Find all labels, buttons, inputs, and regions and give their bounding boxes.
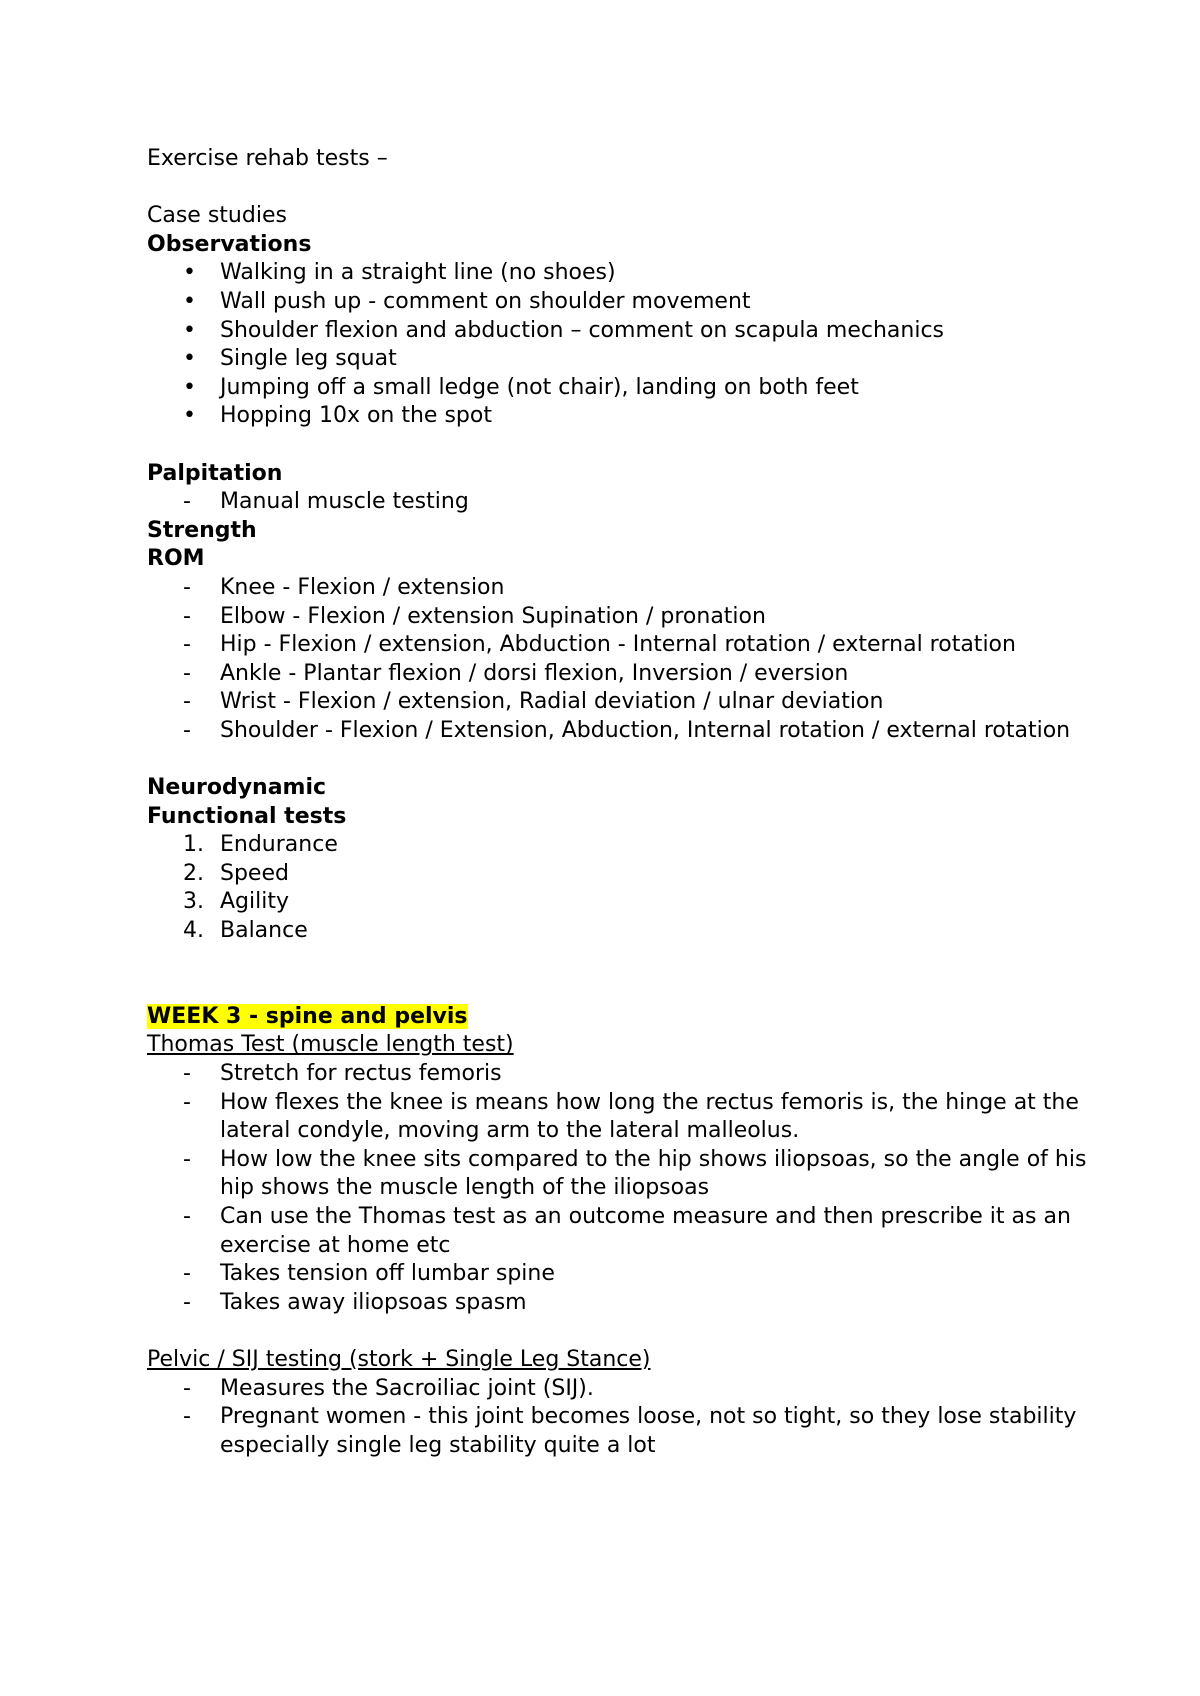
observations-heading: Observations bbox=[147, 231, 312, 257]
neurodynamic-heading: Neurodynamic bbox=[147, 775, 327, 801]
dash-marker: - bbox=[183, 689, 191, 715]
case-studies-label: Case studies bbox=[147, 203, 287, 229]
list-item-text: How low the knee sits compared to the hip shows iliopsoas, so the angle of his hip shows the muscle length of the iliopsoas bbox=[220, 1146, 1087, 1201]
list-item-text: Endurance bbox=[220, 832, 338, 858]
dash-marker: - bbox=[183, 660, 191, 686]
list-item-text: Walking in a straight line (no shoes) bbox=[220, 260, 616, 286]
thomas-test-heading-line bbox=[147, 1031, 1087, 1060]
list-item bbox=[147, 831, 1087, 860]
list-item-text: Takes away iliopsoas spasm bbox=[220, 1289, 527, 1315]
list-item bbox=[147, 1289, 1087, 1318]
list-item-text: Manual muscle testing bbox=[220, 489, 469, 515]
dash-marker: - bbox=[183, 574, 191, 600]
list-item bbox=[147, 1375, 1087, 1404]
dash-marker: - bbox=[183, 1089, 191, 1115]
document-body bbox=[147, 145, 1087, 1460]
list-item bbox=[147, 488, 1087, 517]
document-title: Exercise rehab tests – bbox=[147, 146, 388, 171]
dash-marker: - bbox=[183, 603, 191, 629]
list-item bbox=[147, 317, 1087, 346]
dash-marker: - bbox=[183, 1261, 191, 1287]
list-item-text: Wall push up - comment on shoulder movement bbox=[220, 288, 751, 314]
list-item-text: Elbow - Flexion / extension Supination / pronation bbox=[220, 603, 766, 629]
week3-heading-line bbox=[147, 1003, 1087, 1032]
list-item bbox=[147, 374, 1087, 403]
list-item-text: Hopping 10x on the spot bbox=[220, 403, 492, 429]
list-item bbox=[147, 917, 1087, 946]
blank-line bbox=[147, 1317, 1087, 1346]
thomas-test-list bbox=[147, 1060, 1087, 1317]
list-item-text: Hip - Flexion / extension, Abduction - Internal rotation / external rotation bbox=[220, 632, 1016, 658]
list-item bbox=[147, 345, 1087, 374]
bullet-marker: • bbox=[183, 288, 196, 314]
functional-tests-heading: Functional tests bbox=[147, 803, 347, 829]
list-item-text: How flexes the knee is means how long the rectus femoris is, the hinge at the lateral condyle, moving arm to the lateral malleolus. bbox=[220, 1089, 1079, 1144]
functional-tests-list bbox=[147, 831, 1087, 945]
observations-list bbox=[147, 259, 1087, 431]
rom-heading: ROM bbox=[147, 546, 205, 572]
blank-line bbox=[147, 431, 1087, 460]
dash-marker: - bbox=[183, 1375, 191, 1401]
dash-marker: - bbox=[183, 1061, 191, 1086]
list-item-text: Knee - Flexion / extension bbox=[220, 574, 505, 600]
list-item-text: Stretch for rectus femoris bbox=[220, 1061, 502, 1086]
list-item-text: Ankle - Plantar flexion / dorsi flexion, Inversion / eversion bbox=[220, 660, 849, 686]
number-marker: 2. bbox=[183, 860, 204, 886]
list-item-text: Wrist - Flexion / extension, Radial deviation / ulnar deviation bbox=[220, 689, 884, 715]
list-item-text: Measures the Sacroiliac joint (SIJ). bbox=[220, 1375, 594, 1401]
dash-marker: - bbox=[183, 1289, 191, 1315]
list-item-text: Can use the Thomas test as an outcome measure and then prescribe it as an exercise at home etc bbox=[220, 1203, 1071, 1258]
number-marker: 4. bbox=[183, 918, 204, 944]
list-item bbox=[147, 402, 1087, 431]
list-item bbox=[147, 288, 1087, 317]
pelvic-sij-heading-line bbox=[147, 1346, 1087, 1375]
blank-line bbox=[147, 745, 1087, 774]
palpitation-heading: Palpitation bbox=[147, 460, 283, 486]
list-item-text: Agility bbox=[220, 889, 289, 915]
list-item bbox=[147, 574, 1087, 603]
list-item-text: Shoulder flexion and abduction – comment on scapula mechanics bbox=[220, 317, 945, 343]
blank-line bbox=[147, 174, 1087, 203]
bullet-marker: • bbox=[183, 260, 196, 286]
list-item bbox=[147, 888, 1087, 917]
bullet-marker: • bbox=[183, 403, 196, 429]
list-item-text: Balance bbox=[220, 918, 308, 944]
thomas-test-heading: Thomas Test (muscle length test) bbox=[147, 1032, 514, 1058]
dash-marker: - bbox=[183, 1146, 191, 1172]
list-item bbox=[147, 1260, 1087, 1289]
dash-marker: - bbox=[183, 717, 191, 743]
list-item bbox=[147, 688, 1087, 717]
list-item-text: Pregnant women - this joint becomes loose, not so tight, so they lose stability especially single leg stability quite a lot bbox=[220, 1404, 1077, 1458]
pelvic-sij-heading: Pelvic / SIJ testing (stork + Single Leg Stance) bbox=[147, 1346, 651, 1372]
blank-line bbox=[147, 974, 1087, 1003]
dash-marker: - bbox=[183, 632, 191, 658]
number-marker: 3. bbox=[183, 889, 204, 915]
dash-marker: - bbox=[183, 1203, 191, 1229]
list-item bbox=[147, 860, 1087, 889]
list-item bbox=[147, 1089, 1087, 1146]
dash-marker: - bbox=[183, 489, 191, 515]
list-item bbox=[147, 1203, 1087, 1260]
list-item bbox=[147, 259, 1087, 288]
bullet-marker: • bbox=[183, 374, 196, 400]
strength-heading: Strength bbox=[147, 517, 257, 543]
list-item bbox=[147, 631, 1087, 660]
list-item bbox=[147, 1060, 1087, 1089]
list-item bbox=[147, 1403, 1087, 1460]
number-marker: 1. bbox=[183, 832, 204, 858]
list-item-text: Speed bbox=[220, 860, 289, 886]
week3-heading: WEEK 3 - spine and pelvis bbox=[147, 1003, 468, 1029]
list-item-text: Jumping off a small ledge (not chair), landing on both feet bbox=[220, 374, 859, 400]
list-item-text: Single leg squat bbox=[220, 346, 397, 372]
list-item-text: Shoulder - Flexion / Extension, Abduction, Internal rotation / external rotation bbox=[220, 717, 1071, 743]
list-item bbox=[147, 603, 1087, 632]
list-item bbox=[147, 660, 1087, 689]
bullet-marker: • bbox=[183, 346, 196, 372]
bullet-marker: • bbox=[183, 317, 196, 343]
dash-marker: - bbox=[183, 1404, 191, 1430]
palpitation-list bbox=[147, 488, 1087, 517]
list-item bbox=[147, 717, 1087, 746]
pelvic-sij-list bbox=[147, 1375, 1087, 1461]
list-item bbox=[147, 1146, 1087, 1203]
rom-list bbox=[147, 574, 1087, 746]
blank-line bbox=[147, 946, 1087, 975]
list-item-text: Takes tension off lumbar spine bbox=[220, 1261, 555, 1287]
